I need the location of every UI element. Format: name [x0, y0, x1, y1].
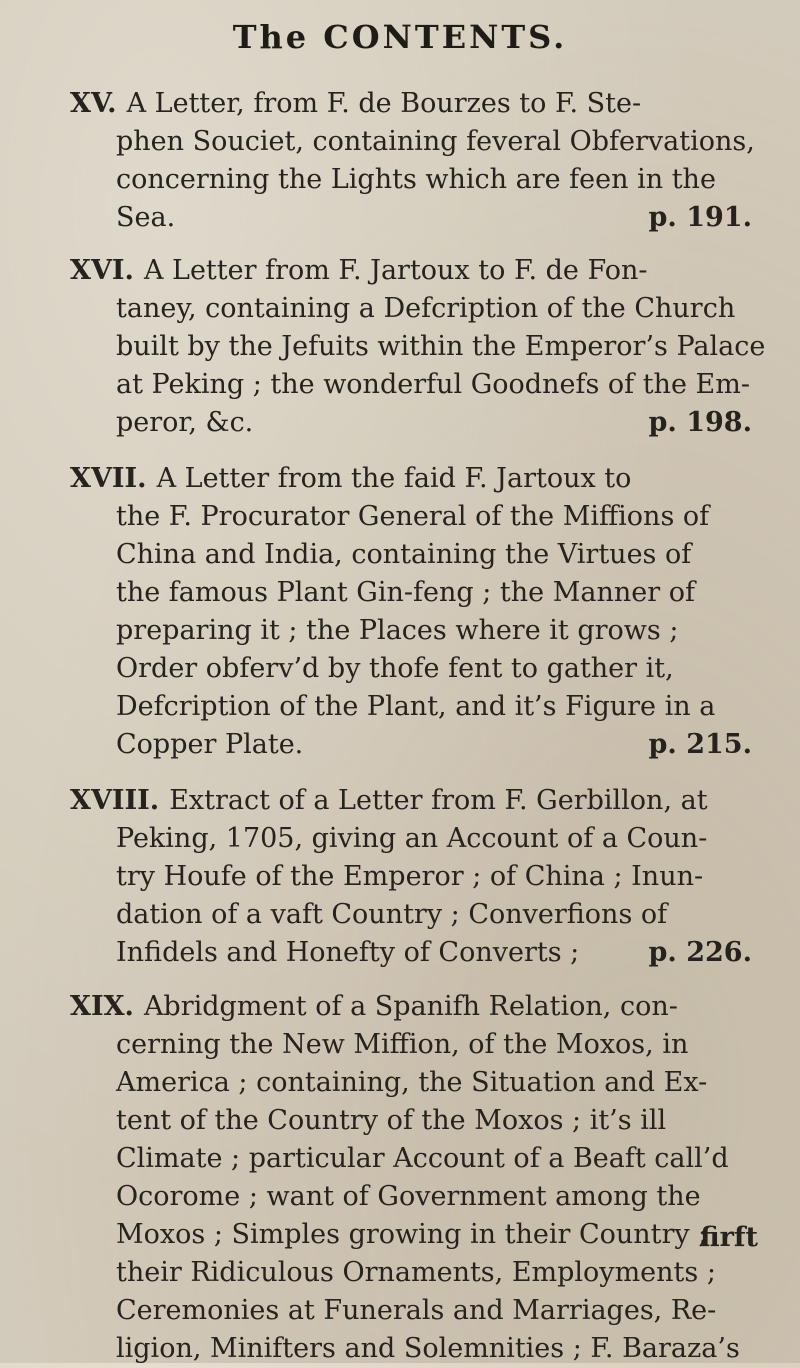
contents-entry-xvi [70, 252, 766, 442]
page-reference: p. 198. [648, 407, 752, 438]
entry-line: Ocorome ; want of Government among the [116, 1181, 701, 1212]
entry-numeral: XVII. [70, 463, 147, 494]
entry-line: built by the Jefuits within the Emperor’s Palace [116, 331, 766, 362]
entry-line: cerning the New Miffion, of the Moxos, in [116, 1029, 689, 1060]
entry-text: A Letter from the faid F. Jartoux to [156, 463, 632, 494]
entry-numeral: XVIII. [70, 785, 160, 816]
entry-numeral: XIX. [70, 991, 134, 1022]
entry-line: Order obferv’d by thofe fent to gather it, [116, 653, 674, 684]
entry-text: Extract of a Letter from F. Gerbillon, at [169, 785, 708, 816]
page-reference: p. 191. [648, 202, 752, 233]
entry-line [70, 404, 760, 442]
running-head: The CONTENTS. [232, 18, 568, 56]
entry-numeral: XV. [70, 88, 117, 119]
entry-line: Defcription of the Plant, and it’s Figure in a [116, 691, 716, 722]
entry-line: Climate ; particular Account of a Beaft call’d [116, 1143, 729, 1174]
entry-line: try Houfe of the Emperor ; of China ; Inun- [116, 861, 704, 892]
entry-line: ligion, Minifters and Solemnities ; F. Baraza’s [116, 1333, 740, 1364]
page-reference: p. 226. [648, 937, 752, 968]
entry-line: Ceremonies at Funerals and Marriages, Re- [116, 1295, 717, 1326]
entry-line: concerning the Lights which are feen in the [116, 164, 716, 195]
entry-line: Peking, 1705, giving an Account of a Coun- [116, 823, 708, 854]
entry-line: taney, containing a Defcription of the Church [116, 293, 736, 324]
entry-text: peror, &c. [116, 407, 254, 438]
entry-line [70, 199, 760, 237]
entry-line [70, 988, 760, 1026]
contents-entry-xvii [70, 460, 760, 764]
entry-line: their Ridiculous Ornaments, Employments ; [116, 1257, 716, 1288]
entry-text: Copper Plate. [116, 729, 304, 760]
catchword: firft [700, 1222, 758, 1253]
entry-line [70, 934, 760, 972]
contents-entry-xviii [70, 782, 760, 972]
entry-line: the famous Plant Gin-feng ; the Manner of [116, 577, 695, 608]
entry-line [70, 726, 760, 764]
entry-line: Moxos ; Simples growing in their Country ; [116, 1219, 708, 1250]
entry-line [70, 85, 760, 123]
entry-line [70, 782, 760, 820]
entry-text: A Letter, from F. de Bourzes to F. Ste- [126, 88, 642, 119]
entry-text: Infidels and Honefty of Converts ; [116, 937, 580, 968]
entry-line: phen Souciet, containing feveral Obfervations, [116, 126, 755, 157]
entry-text: Abridgment of a Spanifh Relation, con- [143, 991, 678, 1022]
entry-line: at Peking ; the wonderful Goodnefs of the Em- [116, 369, 750, 400]
contents-entry-xv [70, 85, 760, 237]
entry-line [70, 460, 760, 498]
contents-entry-xix [70, 988, 760, 1368]
entry-line: China and India, containing the Virtues of [116, 539, 692, 570]
entry-numeral: XVI. [70, 255, 134, 286]
entry-line: tent of the Country of the Moxos ; it’s ill [116, 1105, 667, 1136]
entry-line [70, 252, 760, 290]
page-reference: p. 215. [648, 729, 752, 760]
entry-text: A Letter from F. Jartoux to F. de Fon- [143, 255, 648, 286]
entry-text: Sea. [116, 202, 176, 233]
entry-line: dation of a vaft Country ; Converfions of [116, 899, 668, 930]
entry-line: preparing it ; the Places where it grows ; [116, 615, 679, 646]
entry-line: the F. Procurator General of the Miffions of [116, 501, 710, 532]
entry-line: America ; containing, the Situation and Ex- [116, 1067, 708, 1098]
